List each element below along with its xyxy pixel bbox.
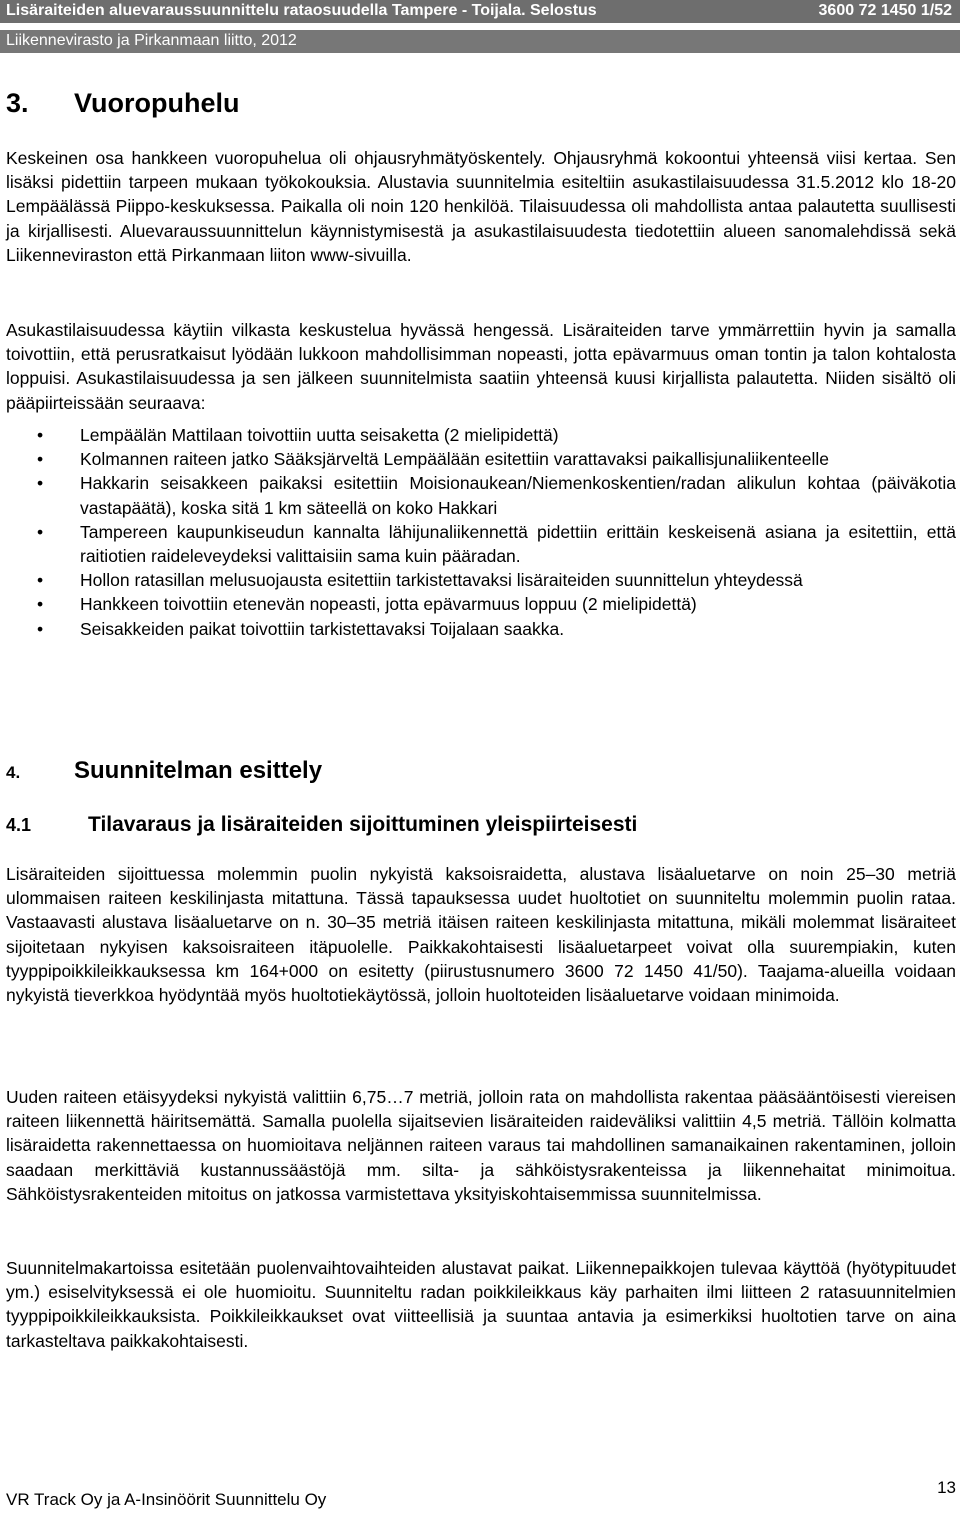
section-4-1-paragraph-3: Suunnitelmakartoissa esitetään puolenvaihtovaihteiden alustavat paikat. Liikennepaikkojen tulevaa käyttöä (hyötypituudet ym.) esiselvityksessä ei ole huomioitu. Suunniteltu radan poikkileikkaus käy parhaiten ilmi liitteen 2 ratasuunnitelmien tyyppipoikkileikkauksista. Poikkileikkaukset ovat viitteellisiä ja suuntaa antavia ja esimerkiksi huoltotien tarve on aina tarkasteltava paikkakohtaisesti. bbox=[6, 1258, 956, 1351]
section-4-number: 4. bbox=[6, 763, 21, 782]
list-item bbox=[6, 617, 956, 641]
list-item-text: Tampereen kaupunkiseudun kannalta lähijunaliikennettä pidettiin erittäin keskeisenä asiana ja esitettiin, että raitiotien raideleveydeksi valittaisiin sama kuin pääradan. bbox=[80, 521, 956, 567]
document-title: Lisäraiteiden aluevaraussuunnittelu rataosuudella Tampere - Toijala. Selostus bbox=[6, 2, 597, 19]
list-item-text: Kolmannen raiteen jatko Sääksjärveltä Lempäälään esitettiin varattavaksi paikallisjunaliikenteelle bbox=[80, 449, 830, 470]
list-item bbox=[6, 520, 956, 568]
list-item bbox=[6, 592, 956, 616]
section-3-paragraph-2: Asukastilaisuudessa käytiin vilkasta keskustelua hyvässä hengessä. Lisäraiteiden tarve ymmärrettiin hyvin ja samalla toivottiin, että perusratkaisut lyödään lukkoon mahdollisimman nopeasti, jotta epävarmuus oman tontin ja talon kohtalosta loppuisi. Asukastilaisuudessa ja sen jälkeen suunnitelmista saatiin yhteensä kuusi kirjallista palautetta. Niiden sisältö oli pääpiirteissään seuraava: bbox=[6, 320, 956, 413]
section-3-number: 3. bbox=[6, 88, 29, 118]
list-item bbox=[6, 447, 956, 471]
bullet-icon: • bbox=[37, 521, 44, 542]
footer-company: VR Track Oy ja A-Insinöörit Suunnittelu Oy bbox=[6, 1490, 327, 1509]
list-item-text: Seisakkeiden paikat toivottiin tarkistettavaksi Toijalaan saakka. bbox=[80, 618, 565, 639]
bullet-icon: • bbox=[37, 618, 44, 639]
header-subbar bbox=[0, 30, 960, 53]
section-4-1-number: 4.1 bbox=[6, 815, 32, 835]
section-3-paragraph-1: Keskeinen osa hankkeen vuoropuhelua oli ohjausryhmätyöskentely. Ohjausryhmä kokoontui yhteensä viisi kertaa. Sen lisäksi pidettiin tarpeen mukaan työkokouksia. Alustavia suunnitelmia esiteltiin asukastilaisuudessa 31.5.2012 klo 18-20 Lempäälässä Piippo-keskuksessa. Paikalla oli noin 120 henkilöä. Tilaisuudessa oli mahdollista antaa palautetta suullisesti ja kirjallisesti. Aluevaraussuunnittelun käynnistymisestä ja asukastilaisuudesta tiedotettiin alueen sanomalehdissä sekä Liikenneviraston että Pirkanmaan liiton www-sivuilla. bbox=[6, 148, 956, 265]
section-3-title: Vuoropuhelu bbox=[74, 88, 240, 118]
section-4-heading bbox=[6, 757, 322, 785]
list-item bbox=[6, 471, 956, 519]
list-item bbox=[6, 568, 956, 592]
header-bar bbox=[0, 0, 960, 23]
feedback-list bbox=[6, 423, 956, 641]
list-item-text: Hankkeen toivottiin etenevän nopeasti, jotta epävarmuus loppuu (2 mielipidettä) bbox=[80, 594, 697, 615]
section-3-heading bbox=[6, 88, 239, 119]
list-item-text: Lempäälän Mattilaan toivottiin uutta seisaketta (2 mielipidettä) bbox=[80, 425, 559, 445]
section-4-1-heading bbox=[6, 813, 637, 837]
list-item bbox=[6, 423, 956, 447]
bullet-icon: • bbox=[37, 473, 44, 494]
publisher: Liikennevirasto ja Pirkanmaan liitto, 2012 bbox=[6, 32, 297, 49]
page-number: 13 bbox=[937, 1478, 956, 1497]
list-item-text: Hollon ratasillan melusuojausta esitettiin tarkistettavaksi lisäraiteiden suunnittelun yhteydessä bbox=[80, 570, 803, 591]
list-item-text: Hakkarin seisakkeen paikaksi esitettiin Moisionaukean/Niemenkoskentien/radan alikulun kohtaa (päiväkotia vastapäätä), koska sitä 1 km säteellä on koko Hakkari bbox=[80, 473, 956, 518]
section-4-1-paragraph-1: Lisäraiteiden sijoittuessa molemmin puolin nykyistä kaksoisraidetta, alustava lisäaluetarve on noin 25–30 metriä ulommaisen raiteen keskilinjasta mitattuna. Tässä tapauksessa uudet huoltotiet on suunniteltu molemmin puolin rataa. Vastaavasti alustava lisäaluetarve on n. 30–35 metriä itäisen raiteen keskilinjasta mitattuna, mikäli molemmat lisäraiteet sijoitetaan nykyisen kaksoisraiteen itäpuolelle. Paikkakohtaisesti lisäaluetarpeet voivat olla suurempiakin, kuten tyyppipoikkileikkauksessa km 164+000 on esitetty (piirustusnumero 3600 72 1450 41/50). Taajama-alueilla voidaan nykyistä tieverkkoa hyödyntää myös huoltotiekäytössä, jolloin huoltoteiden lisäaluetarve voidaan minimoida. bbox=[6, 864, 956, 1006]
bullet-icon: • bbox=[37, 570, 44, 591]
bullet-icon: • bbox=[37, 425, 44, 445]
section-4-1-paragraph-2: Uuden raiteen etäisyydeksi nykyistä valittiin 6,75…7 metriä, jolloin rata on mahdollista rakentaa pääsääntöisesti viereisen raiteen liikennettä häiritsemättä. Samalla puolella sijaitsevien lisäraiteiden raideväliksi valittiin 4,5 metriä. Tällöin kolmatta lisäraidetta rakennettaessa on huomioitava neljännen raiteen varaus tai mahdollinen samanaikainen rakentaminen, jolloin saadaan merkittäviä kustannussäästöjä mm. silta- ja sähköistysrakenteissa ja liikennehaitat minimoitua. Sähköistysrakenteiden mitoitus on jatkossa varmistettava yksityiskohtaisemmissa suunnitelmissa. bbox=[6, 1087, 956, 1204]
bullet-icon: • bbox=[37, 449, 44, 470]
section-4-1-title: Tilavaraus ja lisäraiteiden sijoittuminen yleispiirteisesti bbox=[88, 813, 638, 836]
document-code: 3600 72 1450 1/52 bbox=[818, 2, 952, 19]
section-4-title: Suunnitelman esittely bbox=[74, 757, 323, 784]
bullet-icon: • bbox=[37, 594, 44, 615]
